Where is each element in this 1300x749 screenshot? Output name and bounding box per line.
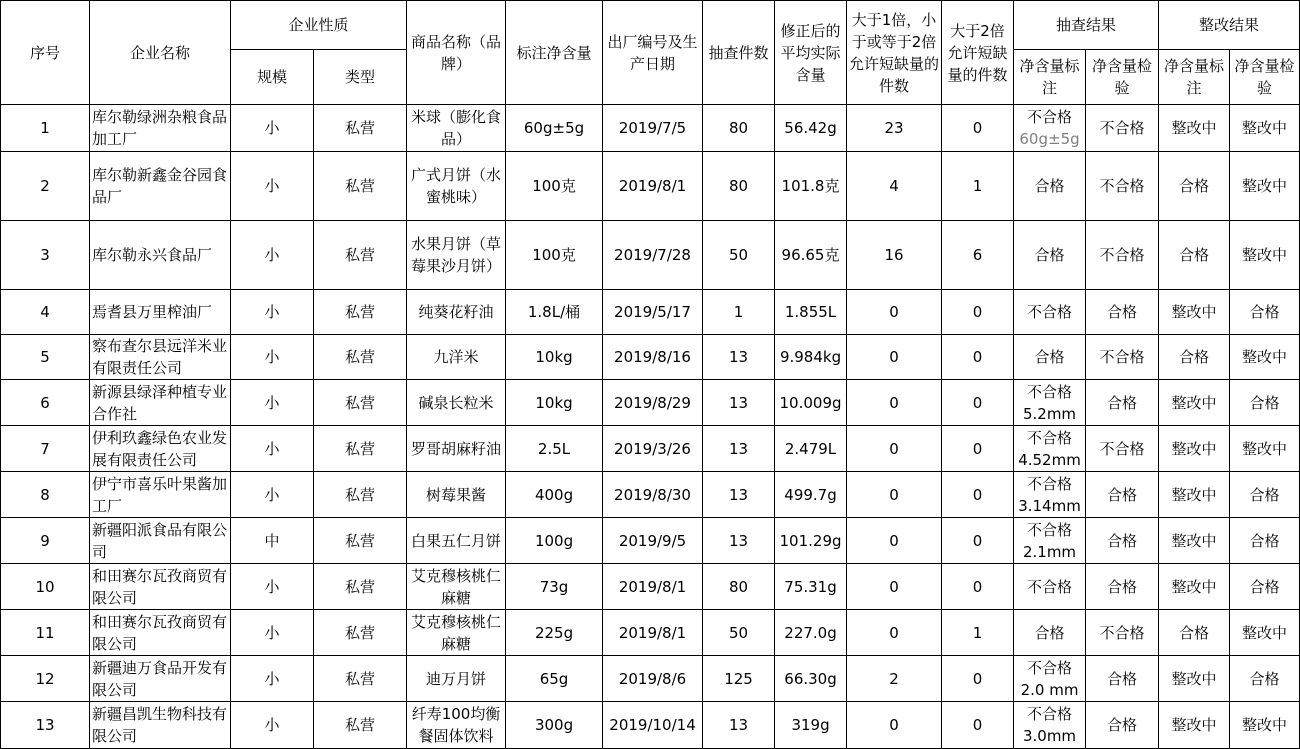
- production-date: 2019/7/28: [603, 221, 703, 290]
- fix-label-result: 整改中: [1159, 380, 1230, 426]
- header-batch: 出厂编号及生产日期: [603, 1, 703, 105]
- fix-net-result: 整改中: [1230, 221, 1300, 290]
- sample-count: 13: [703, 380, 775, 426]
- fix-net-result: 整改中: [1230, 105, 1300, 152]
- production-date: 2019/10/14: [603, 702, 703, 749]
- check-label-note: 3.0mm: [1022, 727, 1077, 745]
- row-number: 11: [1, 610, 90, 656]
- check-label-value: 合格: [1034, 177, 1065, 195]
- company-type: 私营: [314, 221, 407, 290]
- check-label-note: 4.52mm: [1018, 450, 1081, 469]
- header-check-label: 净含量标注: [1014, 50, 1086, 105]
- product-name: 米球（膨化食品）: [407, 105, 506, 152]
- company-type: 私营: [314, 426, 407, 472]
- shortfall-over-2x-count: 0: [942, 105, 1014, 152]
- table-row: [1, 610, 1300, 656]
- table-row: [1, 221, 1300, 290]
- company-type: 私营: [314, 518, 407, 564]
- company-name: 焉耆县万里榨油厂: [90, 290, 231, 335]
- row-number: 12: [1, 656, 90, 702]
- header-check-net: 净含量检验: [1086, 50, 1159, 105]
- check-label-result: [1014, 610, 1086, 656]
- sample-count: 80: [703, 564, 775, 610]
- fix-label-result: 合格: [1159, 152, 1230, 221]
- header-fix-net: 净含量检验: [1230, 50, 1300, 105]
- check-label-result: [1014, 380, 1086, 426]
- check-label-note: 3.14mm: [1018, 496, 1081, 515]
- check-label-value: 不合格: [1027, 303, 1073, 321]
- sample-count: 13: [703, 335, 775, 380]
- check-net-result: 不合格: [1086, 221, 1159, 290]
- production-date: 2019/5/17: [603, 290, 703, 335]
- check-label-value: 不合格: [1027, 382, 1073, 401]
- check-label-note: 2.0 mm: [1020, 680, 1079, 699]
- row-number: 9: [1, 518, 90, 564]
- company-scale: 小: [231, 426, 314, 472]
- labeled-net-content: 100克: [506, 152, 603, 221]
- shortfall-over-2x-count: 0: [942, 380, 1014, 426]
- row-number: 5: [1, 335, 90, 380]
- product-name: 纯葵花籽油: [407, 290, 506, 335]
- fix-label-result: 整改中: [1159, 656, 1230, 702]
- corrected-average: 56.42g: [775, 105, 847, 152]
- product-name: 碱泉长粒米: [407, 380, 506, 426]
- company-name: 新疆阳派食品有限公司: [90, 518, 231, 564]
- company-scale: 小: [231, 290, 314, 335]
- row-number: 2: [1, 152, 90, 221]
- labeled-net-content: 1.8L/桶: [506, 290, 603, 335]
- company-name: 库尔勒绿洲杂粮食品加工厂: [90, 105, 231, 152]
- product-name: 九洋米: [407, 335, 506, 380]
- table-row: [1, 152, 1300, 221]
- header-scale: 规模: [231, 50, 314, 105]
- company-type: 私营: [314, 472, 407, 518]
- corrected-average: 10.009g: [775, 380, 847, 426]
- labeled-net-content: 100克: [506, 221, 603, 290]
- production-date: 2019/8/30: [603, 472, 703, 518]
- company-scale: 小: [231, 152, 314, 221]
- check-label-note: 60g±5g: [1019, 130, 1080, 148]
- fix-net-result: 整改中: [1230, 702, 1300, 749]
- shortfall-1x-2x-count: 2: [847, 656, 942, 702]
- fix-label-result: 整改中: [1159, 518, 1230, 564]
- shortfall-1x-2x-count: 0: [847, 426, 942, 472]
- fix-label-result: 合格: [1159, 610, 1230, 656]
- company-scale: 小: [231, 702, 314, 749]
- header-product: 商品名称（品牌）: [407, 1, 506, 105]
- company-type: 私营: [314, 152, 407, 221]
- sample-count: 50: [703, 221, 775, 290]
- fix-net-result: 整改中: [1230, 335, 1300, 380]
- header-avg: 修正后的平均实际含量: [775, 1, 847, 105]
- fix-net-result: 合格: [1230, 564, 1300, 610]
- shortfall-over-2x-count: 0: [942, 426, 1014, 472]
- row-number: 6: [1, 380, 90, 426]
- check-net-result: 合格: [1086, 290, 1159, 335]
- company-name: 新疆迪万食品开发有限公司: [90, 656, 231, 702]
- fix-label-result: 合格: [1159, 221, 1230, 290]
- shortfall-1x-2x-count: 0: [847, 472, 942, 518]
- company-scale: 小: [231, 380, 314, 426]
- sample-count: 1: [703, 290, 775, 335]
- company-name: 新源县绿泽种植专业合作社: [90, 380, 231, 426]
- shortfall-1x-2x-count: 4: [847, 152, 942, 221]
- company-scale: 小: [231, 610, 314, 656]
- table-row: [1, 518, 1300, 564]
- shortfall-1x-2x-count: 0: [847, 564, 942, 610]
- company-type: 私营: [314, 564, 407, 610]
- check-label-result: [1014, 518, 1086, 564]
- table-row: [1, 656, 1300, 702]
- corrected-average: 1.855L: [775, 290, 847, 335]
- production-date: 2019/8/1: [603, 610, 703, 656]
- product-name: 艾克穆核桃仁麻糖: [407, 610, 506, 656]
- company-name: 库尔勒永兴食品厂: [90, 221, 231, 290]
- row-number: 4: [1, 290, 90, 335]
- shortfall-1x-2x-count: 0: [847, 290, 942, 335]
- table-row: [1, 105, 1300, 152]
- check-label-result: [1014, 564, 1086, 610]
- company-name: 和田赛尔瓦孜商贸有限公司: [90, 564, 231, 610]
- check-net-result: 不合格: [1086, 335, 1159, 380]
- table-row: [1, 702, 1300, 749]
- shortfall-over-2x-count: 0: [942, 518, 1014, 564]
- row-number: 7: [1, 426, 90, 472]
- production-date: 2019/8/6: [603, 656, 703, 702]
- labeled-net-content: 60g±5g: [506, 105, 603, 152]
- labeled-net-content: 2.5L: [506, 426, 603, 472]
- row-number: 3: [1, 221, 90, 290]
- production-date: 2019/8/1: [603, 564, 703, 610]
- check-net-result: 合格: [1086, 380, 1159, 426]
- shortfall-1x-2x-count: 0: [847, 702, 942, 749]
- production-date: 2019/8/29: [603, 380, 703, 426]
- check-label-result: [1014, 426, 1086, 472]
- sample-count: 13: [703, 426, 775, 472]
- company-scale: 小: [231, 335, 314, 380]
- check-label-result: [1014, 335, 1086, 380]
- table-row: [1, 290, 1300, 335]
- production-date: 2019/8/1: [603, 152, 703, 221]
- fix-label-result: 整改中: [1159, 426, 1230, 472]
- company-scale: 小: [231, 221, 314, 290]
- production-date: 2019/9/5: [603, 518, 703, 564]
- company-name: 新疆昌凯生物科技有限公司: [90, 702, 231, 749]
- labeled-net-content: 73g: [506, 564, 603, 610]
- corrected-average: 2.479L: [775, 426, 847, 472]
- shortfall-1x-2x-count: 23: [847, 105, 942, 152]
- corrected-average: 227.0g: [775, 610, 847, 656]
- labeled-net-content: 10kg: [506, 335, 603, 380]
- header-check-result: 抽查结果: [1014, 1, 1159, 50]
- product-name: 纤寿100均衡餐固体饮料: [407, 702, 506, 749]
- header-label-net: 标注净含量: [506, 1, 603, 105]
- company-name: 伊利玖鑫绿色农业发展有限责任公司: [90, 426, 231, 472]
- table-row: [1, 335, 1300, 380]
- check-net-result: 合格: [1086, 518, 1159, 564]
- shortfall-over-2x-count: 0: [942, 656, 1014, 702]
- labeled-net-content: 100g: [506, 518, 603, 564]
- check-label-value: 不合格: [1027, 705, 1073, 723]
- fix-net-result: 合格: [1230, 380, 1300, 426]
- check-label-value: 不合格: [1027, 108, 1073, 126]
- header-nature: 企业性质: [231, 1, 407, 50]
- header-type: 类型: [314, 50, 407, 105]
- shortfall-over-2x-count: 6: [942, 221, 1014, 290]
- header-over1: 大于1倍，小于或等于2倍允许短缺量的件数: [847, 1, 942, 105]
- company-name: 和田赛尔瓦孜商贸有限公司: [90, 610, 231, 656]
- check-label-result: [1014, 472, 1086, 518]
- company-type: 私营: [314, 610, 407, 656]
- company-scale: 小: [231, 472, 314, 518]
- labeled-net-content: 225g: [506, 610, 603, 656]
- sample-count: 125: [703, 656, 775, 702]
- fix-label-result: 整改中: [1159, 702, 1230, 749]
- check-label-value: 不合格: [1027, 428, 1073, 447]
- company-type: 私营: [314, 105, 407, 152]
- company-type: 私营: [314, 656, 407, 702]
- company-scale: 小: [231, 564, 314, 610]
- check-label-result: [1014, 221, 1086, 290]
- sample-count: 13: [703, 472, 775, 518]
- product-name: 水果月饼（草莓果沙月饼）: [407, 221, 506, 290]
- check-net-result: 不合格: [1086, 426, 1159, 472]
- check-label-value: 合格: [1034, 246, 1065, 264]
- check-net-result: 合格: [1086, 564, 1159, 610]
- check-label-value: 不合格: [1027, 520, 1073, 539]
- labeled-net-content: 300g: [506, 702, 603, 749]
- shortfall-1x-2x-count: 0: [847, 518, 942, 564]
- check-label-value: 不合格: [1027, 577, 1073, 596]
- check-net-result: 不合格: [1086, 152, 1159, 221]
- check-net-result: 合格: [1086, 656, 1159, 702]
- company-type: 私营: [314, 702, 407, 749]
- production-date: 2019/3/26: [603, 426, 703, 472]
- check-label-result: [1014, 656, 1086, 702]
- company-type: 私营: [314, 380, 407, 426]
- table-row: [1, 380, 1300, 426]
- product-name: 广式月饼（水蜜桃味）: [407, 152, 506, 221]
- header-seq: 序号: [1, 1, 90, 105]
- check-net-result: 不合格: [1086, 105, 1159, 152]
- fix-net-result: 合格: [1230, 518, 1300, 564]
- shortfall-over-2x-count: 0: [942, 335, 1014, 380]
- fix-net-result: 合格: [1230, 290, 1300, 335]
- shortfall-1x-2x-count: 0: [847, 335, 942, 380]
- fix-net-result: 整改中: [1230, 610, 1300, 656]
- header-fix-label: 净含量标注: [1159, 50, 1230, 105]
- check-label-result: [1014, 152, 1086, 221]
- check-label-value: 不合格: [1027, 658, 1073, 677]
- shortfall-1x-2x-count: 16: [847, 221, 942, 290]
- shortfall-over-2x-count: 0: [942, 564, 1014, 610]
- check-label-result: [1014, 105, 1086, 152]
- corrected-average: 66.30g: [775, 656, 847, 702]
- row-number: 1: [1, 105, 90, 152]
- fix-label-result: 整改中: [1159, 105, 1230, 152]
- check-label-result: [1014, 702, 1086, 749]
- corrected-average: 96.65克: [775, 221, 847, 290]
- labeled-net-content: 10kg: [506, 380, 603, 426]
- labeled-net-content: 65g: [506, 656, 603, 702]
- table-row: [1, 564, 1300, 610]
- check-label-value: 不合格: [1027, 474, 1073, 493]
- sample-count: 13: [703, 518, 775, 564]
- production-date: 2019/7/5: [603, 105, 703, 152]
- check-label-value: 合格: [1034, 623, 1065, 642]
- company-type: 私营: [314, 290, 407, 335]
- check-net-result: 合格: [1086, 702, 1159, 749]
- row-number: 10: [1, 564, 90, 610]
- header-fix-result: 整改结果: [1159, 1, 1300, 50]
- check-label-note: 2.1mm: [1022, 542, 1077, 561]
- header-company: 企业名称: [90, 1, 231, 105]
- check-label-note: 5.2mm: [1022, 404, 1077, 423]
- table-row: [1, 472, 1300, 518]
- product-name: 树莓果酱: [407, 472, 506, 518]
- shortfall-over-2x-count: 0: [942, 472, 1014, 518]
- check-label-value: 合格: [1034, 348, 1065, 366]
- company-name: 察布查尔县远洋米业有限责任公司: [90, 335, 231, 380]
- product-name: 罗哥胡麻籽油: [407, 426, 506, 472]
- fix-net-result: 合格: [1230, 472, 1300, 518]
- production-date: 2019/8/16: [603, 335, 703, 380]
- fix-label-result: 整改中: [1159, 472, 1230, 518]
- product-name: 白果五仁月饼: [407, 518, 506, 564]
- shortfall-over-2x-count: 0: [942, 290, 1014, 335]
- header-over2: 大于2倍允许短缺量的件数: [942, 1, 1014, 105]
- labeled-net-content: 400g: [506, 472, 603, 518]
- shortfall-over-2x-count: 1: [942, 152, 1014, 221]
- company-name: 库尔勒新鑫金谷园食品厂: [90, 152, 231, 221]
- fix-label-result: 整改中: [1159, 564, 1230, 610]
- table-body: [1, 105, 1300, 749]
- corrected-average: 101.8克: [775, 152, 847, 221]
- fix-net-result: 整改中: [1230, 426, 1300, 472]
- corrected-average: 75.31g: [775, 564, 847, 610]
- fix-label-result: 整改中: [1159, 290, 1230, 335]
- shortfall-1x-2x-count: 0: [847, 610, 942, 656]
- shortfall-1x-2x-count: 0: [847, 380, 942, 426]
- company-scale: 小: [231, 656, 314, 702]
- company-scale: 小: [231, 105, 314, 152]
- product-name: 迪万月饼: [407, 656, 506, 702]
- shortfall-over-2x-count: 1: [942, 610, 1014, 656]
- header-count: 抽查件数: [703, 1, 775, 105]
- sample-count: 80: [703, 152, 775, 221]
- corrected-average: 499.7g: [775, 472, 847, 518]
- row-number: 13: [1, 702, 90, 749]
- company-name: 伊宁市喜乐叶果酱加工厂: [90, 472, 231, 518]
- fix-label-result: 合格: [1159, 335, 1230, 380]
- sample-count: 13: [703, 702, 775, 749]
- product-name: 艾克穆核桃仁麻糖: [407, 564, 506, 610]
- table-row: [1, 426, 1300, 472]
- fix-net-result: 整改中: [1230, 152, 1300, 221]
- fix-net-result: 合格: [1230, 656, 1300, 702]
- check-net-result: 合格: [1086, 472, 1159, 518]
- sample-count: 80: [703, 105, 775, 152]
- check-label-result: [1014, 290, 1086, 335]
- sample-count: 50: [703, 610, 775, 656]
- row-number: 8: [1, 472, 90, 518]
- shortfall-over-2x-count: 0: [942, 702, 1014, 749]
- corrected-average: 9.984kg: [775, 335, 847, 380]
- company-scale: 中: [231, 518, 314, 564]
- company-type: 私营: [314, 335, 407, 380]
- corrected-average: 319g: [775, 702, 847, 749]
- corrected-average: 101.29g: [775, 518, 847, 564]
- check-net-result: 不合格: [1086, 610, 1159, 656]
